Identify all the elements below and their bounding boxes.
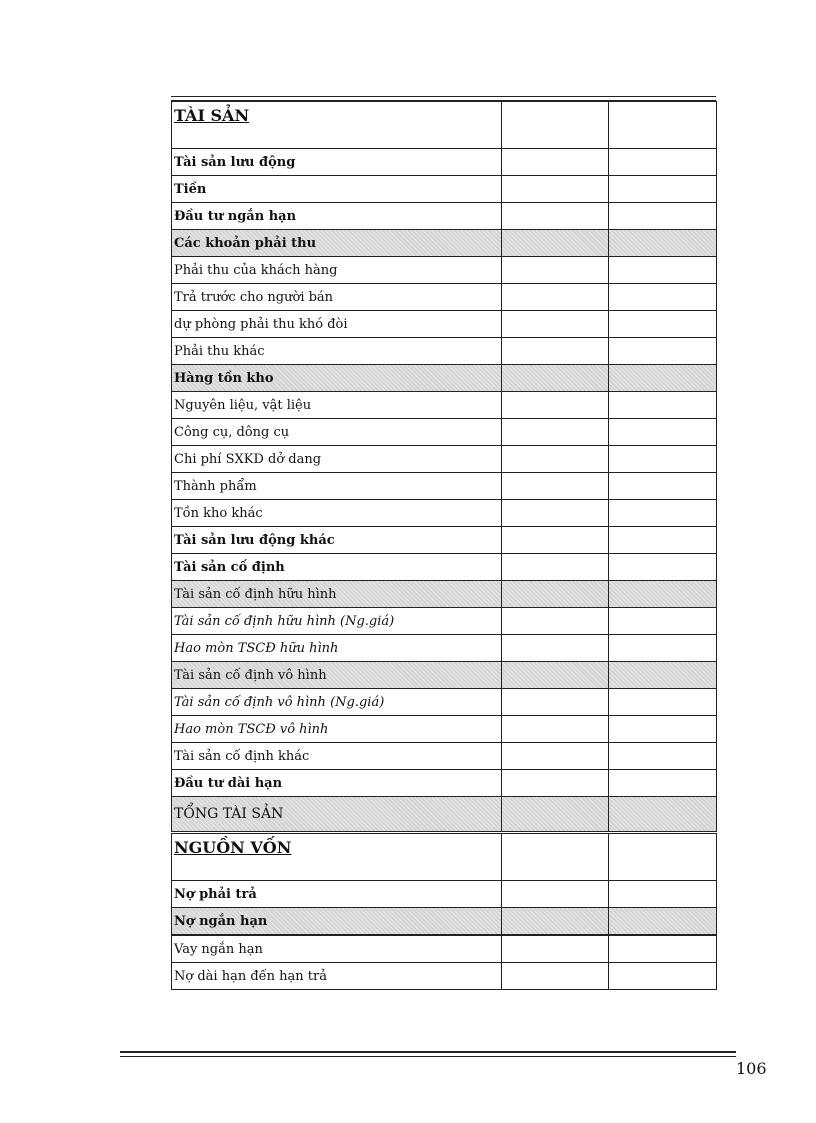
- value-cell: [502, 257, 609, 284]
- value-cell: [609, 500, 717, 527]
- table-row: [172, 770, 717, 797]
- table-row: [172, 230, 717, 257]
- row-label-cell: [172, 554, 502, 581]
- table-row: [172, 743, 717, 770]
- value-cell: [502, 473, 609, 500]
- table-row: [172, 203, 717, 230]
- row-label: Hao mòn TSCĐ hữu hình: [174, 640, 339, 656]
- row-label: Nợ phải trả: [174, 886, 257, 902]
- value-cell: [609, 284, 717, 311]
- value-cell: [609, 833, 717, 881]
- table-row: [172, 554, 717, 581]
- row-label-cell: [172, 881, 502, 908]
- row-label-cell: [172, 527, 502, 554]
- value-cell: [502, 365, 609, 392]
- capital-header-cell: [172, 833, 502, 881]
- value-cell: [609, 149, 717, 176]
- value-cell: [609, 662, 717, 689]
- table-row: [172, 365, 717, 392]
- value-cell: [609, 102, 717, 149]
- row-label: Tài sản cố định vô hình: [174, 667, 327, 683]
- row-label-cell: [172, 203, 502, 230]
- table-row: [172, 419, 717, 446]
- row-label: Thành phẩm: [174, 478, 257, 494]
- row-label-cell: [172, 608, 502, 635]
- value-cell: [609, 365, 717, 392]
- row-label: Các khoản phải thu: [174, 235, 317, 251]
- row-label-cell: [172, 963, 502, 990]
- value-cell: [502, 743, 609, 770]
- table-row: [172, 635, 717, 662]
- value-cell: [502, 935, 609, 963]
- table-row: [172, 689, 717, 716]
- assets-header-row: [172, 102, 717, 149]
- row-label-cell: [172, 500, 502, 527]
- value-cell: [502, 446, 609, 473]
- row-label: Tài sản cố định hữu hình (Ng.giá): [174, 613, 395, 629]
- table-row: [172, 284, 717, 311]
- row-label-cell: [172, 581, 502, 608]
- value-cell: [502, 230, 609, 257]
- footer-rule: [120, 1051, 736, 1057]
- value-cell: [502, 203, 609, 230]
- row-label: Hàng tồn kho: [174, 370, 274, 386]
- value-cell: [502, 176, 609, 203]
- value-cell: [609, 881, 717, 908]
- row-label: Chi phí SXKD dở dang: [174, 451, 322, 467]
- row-label-cell: [172, 230, 502, 257]
- value-cell: [502, 833, 609, 881]
- table-row: [172, 473, 717, 500]
- value-cell: [609, 635, 717, 662]
- value-cell: [609, 963, 717, 990]
- row-label-cell: [172, 365, 502, 392]
- value-cell: [609, 392, 717, 419]
- value-cell: [609, 230, 717, 257]
- table-row: [172, 908, 717, 936]
- row-label: Hao mòn TSCĐ vô hình: [174, 721, 329, 737]
- value-cell: [609, 743, 717, 770]
- assets-header: TÀI SẢN: [174, 106, 250, 125]
- value-cell: [502, 635, 609, 662]
- value-cell: [502, 963, 609, 990]
- row-label-cell: [172, 935, 502, 963]
- value-cell: [609, 257, 717, 284]
- row-label: Tồn kho khác: [174, 505, 263, 521]
- capital-header: NGUỒN VỐN: [174, 838, 292, 857]
- row-label-cell: [172, 176, 502, 203]
- value-cell: [609, 608, 717, 635]
- table-row: [172, 581, 717, 608]
- value-cell: [609, 338, 717, 365]
- assets-header-cell: [172, 102, 502, 149]
- value-cell: [502, 311, 609, 338]
- value-cell: [502, 149, 609, 176]
- row-label: Đầu tư dài hạn: [174, 775, 283, 791]
- value-cell: [502, 284, 609, 311]
- value-cell: [609, 581, 717, 608]
- value-cell: [502, 716, 609, 743]
- value-cell: [609, 527, 717, 554]
- value-cell: [502, 102, 609, 149]
- row-label: Tài sản cố định: [174, 559, 285, 575]
- row-label: Đầu tư ngắn hạn: [174, 208, 297, 224]
- table-row: [172, 963, 717, 990]
- value-cell: [502, 419, 609, 446]
- row-label: Phải thu của khách hàng: [174, 262, 338, 278]
- value-cell: [502, 338, 609, 365]
- row-label-cell: [172, 770, 502, 797]
- table-row: [172, 881, 717, 908]
- value-cell: [609, 797, 717, 833]
- balance-sheet-body: [172, 102, 717, 990]
- page-number: 106: [736, 1059, 767, 1078]
- row-label-cell: [172, 338, 502, 365]
- row-label: dự phòng phải thu khó đòi: [174, 316, 348, 332]
- row-label: TỔNG TÀI SẢN: [174, 806, 284, 822]
- value-cell: [609, 908, 717, 936]
- row-label: Tài sản lưu động: [174, 154, 296, 170]
- row-label-cell: [172, 473, 502, 500]
- value-cell: [502, 689, 609, 716]
- value-cell: [502, 908, 609, 936]
- value-cell: [609, 311, 717, 338]
- row-label-cell: [172, 257, 502, 284]
- value-cell: [609, 689, 717, 716]
- total-assets-row: [172, 797, 717, 833]
- value-cell: [609, 203, 717, 230]
- row-label: Nợ ngắn hạn: [174, 913, 268, 929]
- table-row: [172, 257, 717, 284]
- row-label: Tài sản lưu động khác: [174, 532, 335, 548]
- row-label: Nợ dài hạn đến hạn trả: [174, 968, 327, 984]
- row-label-cell: [172, 743, 502, 770]
- value-cell: [609, 419, 717, 446]
- row-label-cell: [172, 662, 502, 689]
- value-cell: [609, 446, 717, 473]
- row-label-cell: [172, 311, 502, 338]
- value-cell: [502, 527, 609, 554]
- value-cell: [609, 770, 717, 797]
- capital-header-row: [172, 833, 717, 881]
- value-cell: [609, 473, 717, 500]
- row-label-cell: [172, 908, 502, 936]
- table-row: [172, 608, 717, 635]
- value-cell: [502, 581, 609, 608]
- value-cell: [502, 770, 609, 797]
- table-row: [172, 149, 717, 176]
- table-row: [172, 500, 717, 527]
- row-label: Tài sản cố định vô hình (Ng.giá): [174, 694, 385, 710]
- row-label-cell: [172, 797, 502, 833]
- value-cell: [502, 392, 609, 419]
- row-label: Nguyên liệu, vật liệu: [174, 397, 312, 413]
- value-cell: [502, 554, 609, 581]
- value-cell: [502, 797, 609, 833]
- row-label-cell: [172, 284, 502, 311]
- row-label-cell: [172, 392, 502, 419]
- value-cell: [609, 935, 717, 963]
- table-row: [172, 311, 717, 338]
- value-cell: [502, 881, 609, 908]
- value-cell: [609, 554, 717, 581]
- value-cell: [502, 500, 609, 527]
- row-label: Tài sản cố định hữu hình: [174, 586, 337, 602]
- value-cell: [609, 716, 717, 743]
- row-label: Công cụ, dông cụ: [174, 424, 290, 440]
- table-row: [172, 527, 717, 554]
- value-cell: [502, 662, 609, 689]
- table-row: [172, 716, 717, 743]
- row-label-cell: [172, 446, 502, 473]
- table-row: [172, 935, 717, 963]
- row-label: Phải thu khác: [174, 343, 265, 359]
- row-label: Tài sản cố định khác: [174, 748, 310, 764]
- row-label: Trả trước cho người bán: [174, 289, 334, 305]
- row-label: Tiền: [174, 181, 207, 197]
- table-row: [172, 392, 717, 419]
- row-label: Vay ngắn hạn: [174, 941, 263, 957]
- row-label-cell: [172, 419, 502, 446]
- row-label-cell: [172, 635, 502, 662]
- row-label-cell: [172, 689, 502, 716]
- table-row: [172, 176, 717, 203]
- balance-sheet-table: [171, 101, 717, 990]
- row-label-cell: [172, 716, 502, 743]
- table-row: [172, 662, 717, 689]
- table-row: [172, 446, 717, 473]
- value-cell: [609, 176, 717, 203]
- balance-sheet-container: [171, 96, 716, 990]
- value-cell: [502, 608, 609, 635]
- table-row: [172, 338, 717, 365]
- row-label-cell: [172, 149, 502, 176]
